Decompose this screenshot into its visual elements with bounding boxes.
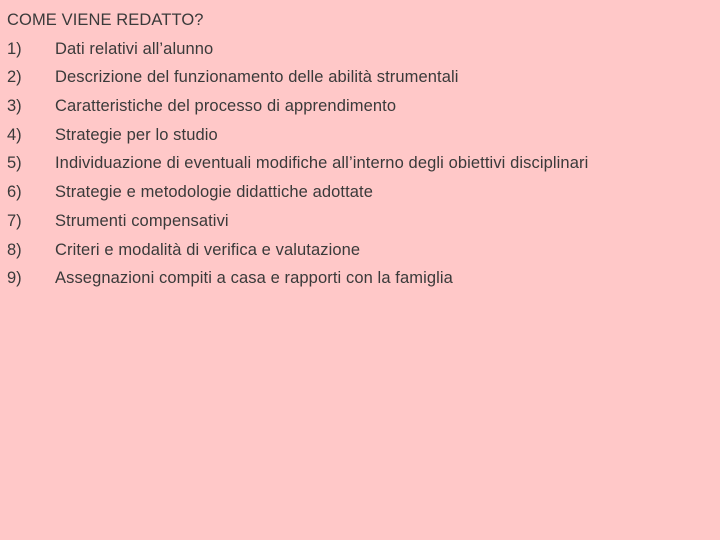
list-item-number: 7)	[7, 211, 22, 230]
list-item	[7, 63, 720, 92]
list-item-number: 2)	[7, 68, 22, 87]
list-item	[7, 92, 720, 121]
list-item	[7, 35, 720, 64]
list-item-text: Individuazione di eventuali modifiche all’interno degli obiettivi disciplinari	[55, 154, 589, 173]
list-item	[7, 207, 720, 236]
list-item-number: 9)	[7, 269, 22, 288]
list-item-text: Assegnazioni compiti a casa e rapporti con la famiglia	[55, 269, 453, 288]
list-item-text: Strategie per lo studio	[55, 125, 218, 144]
list-item-text: Dati relativi all’alunno	[55, 39, 214, 58]
list-item-text: Caratteristiche del processo di apprendimento	[55, 97, 397, 116]
list-item-number: 1)	[7, 39, 22, 58]
list-item	[7, 264, 720, 293]
slide-title: COME VIENE REDATTO?	[7, 11, 204, 29]
list-item-number: 4)	[7, 125, 22, 144]
list-item-number: 3)	[7, 97, 22, 116]
list-item-number: 6)	[7, 183, 22, 202]
list-item	[7, 178, 720, 207]
list-item-number: 8)	[7, 240, 22, 259]
list-item	[7, 149, 720, 178]
list-item	[7, 236, 720, 265]
list-item-text: Criteri e modalità di verifica e valutazione	[55, 240, 361, 259]
list-item-text: Strumenti compensativi	[55, 211, 229, 230]
list-item	[7, 121, 720, 150]
item-list	[7, 35, 720, 293]
list-item-text: Descrizione del funzionamento delle abilità strumentali	[55, 68, 459, 87]
list-item-text: Strategie e metodologie didattiche adottate	[55, 183, 374, 202]
list-item-number: 5)	[7, 154, 22, 173]
